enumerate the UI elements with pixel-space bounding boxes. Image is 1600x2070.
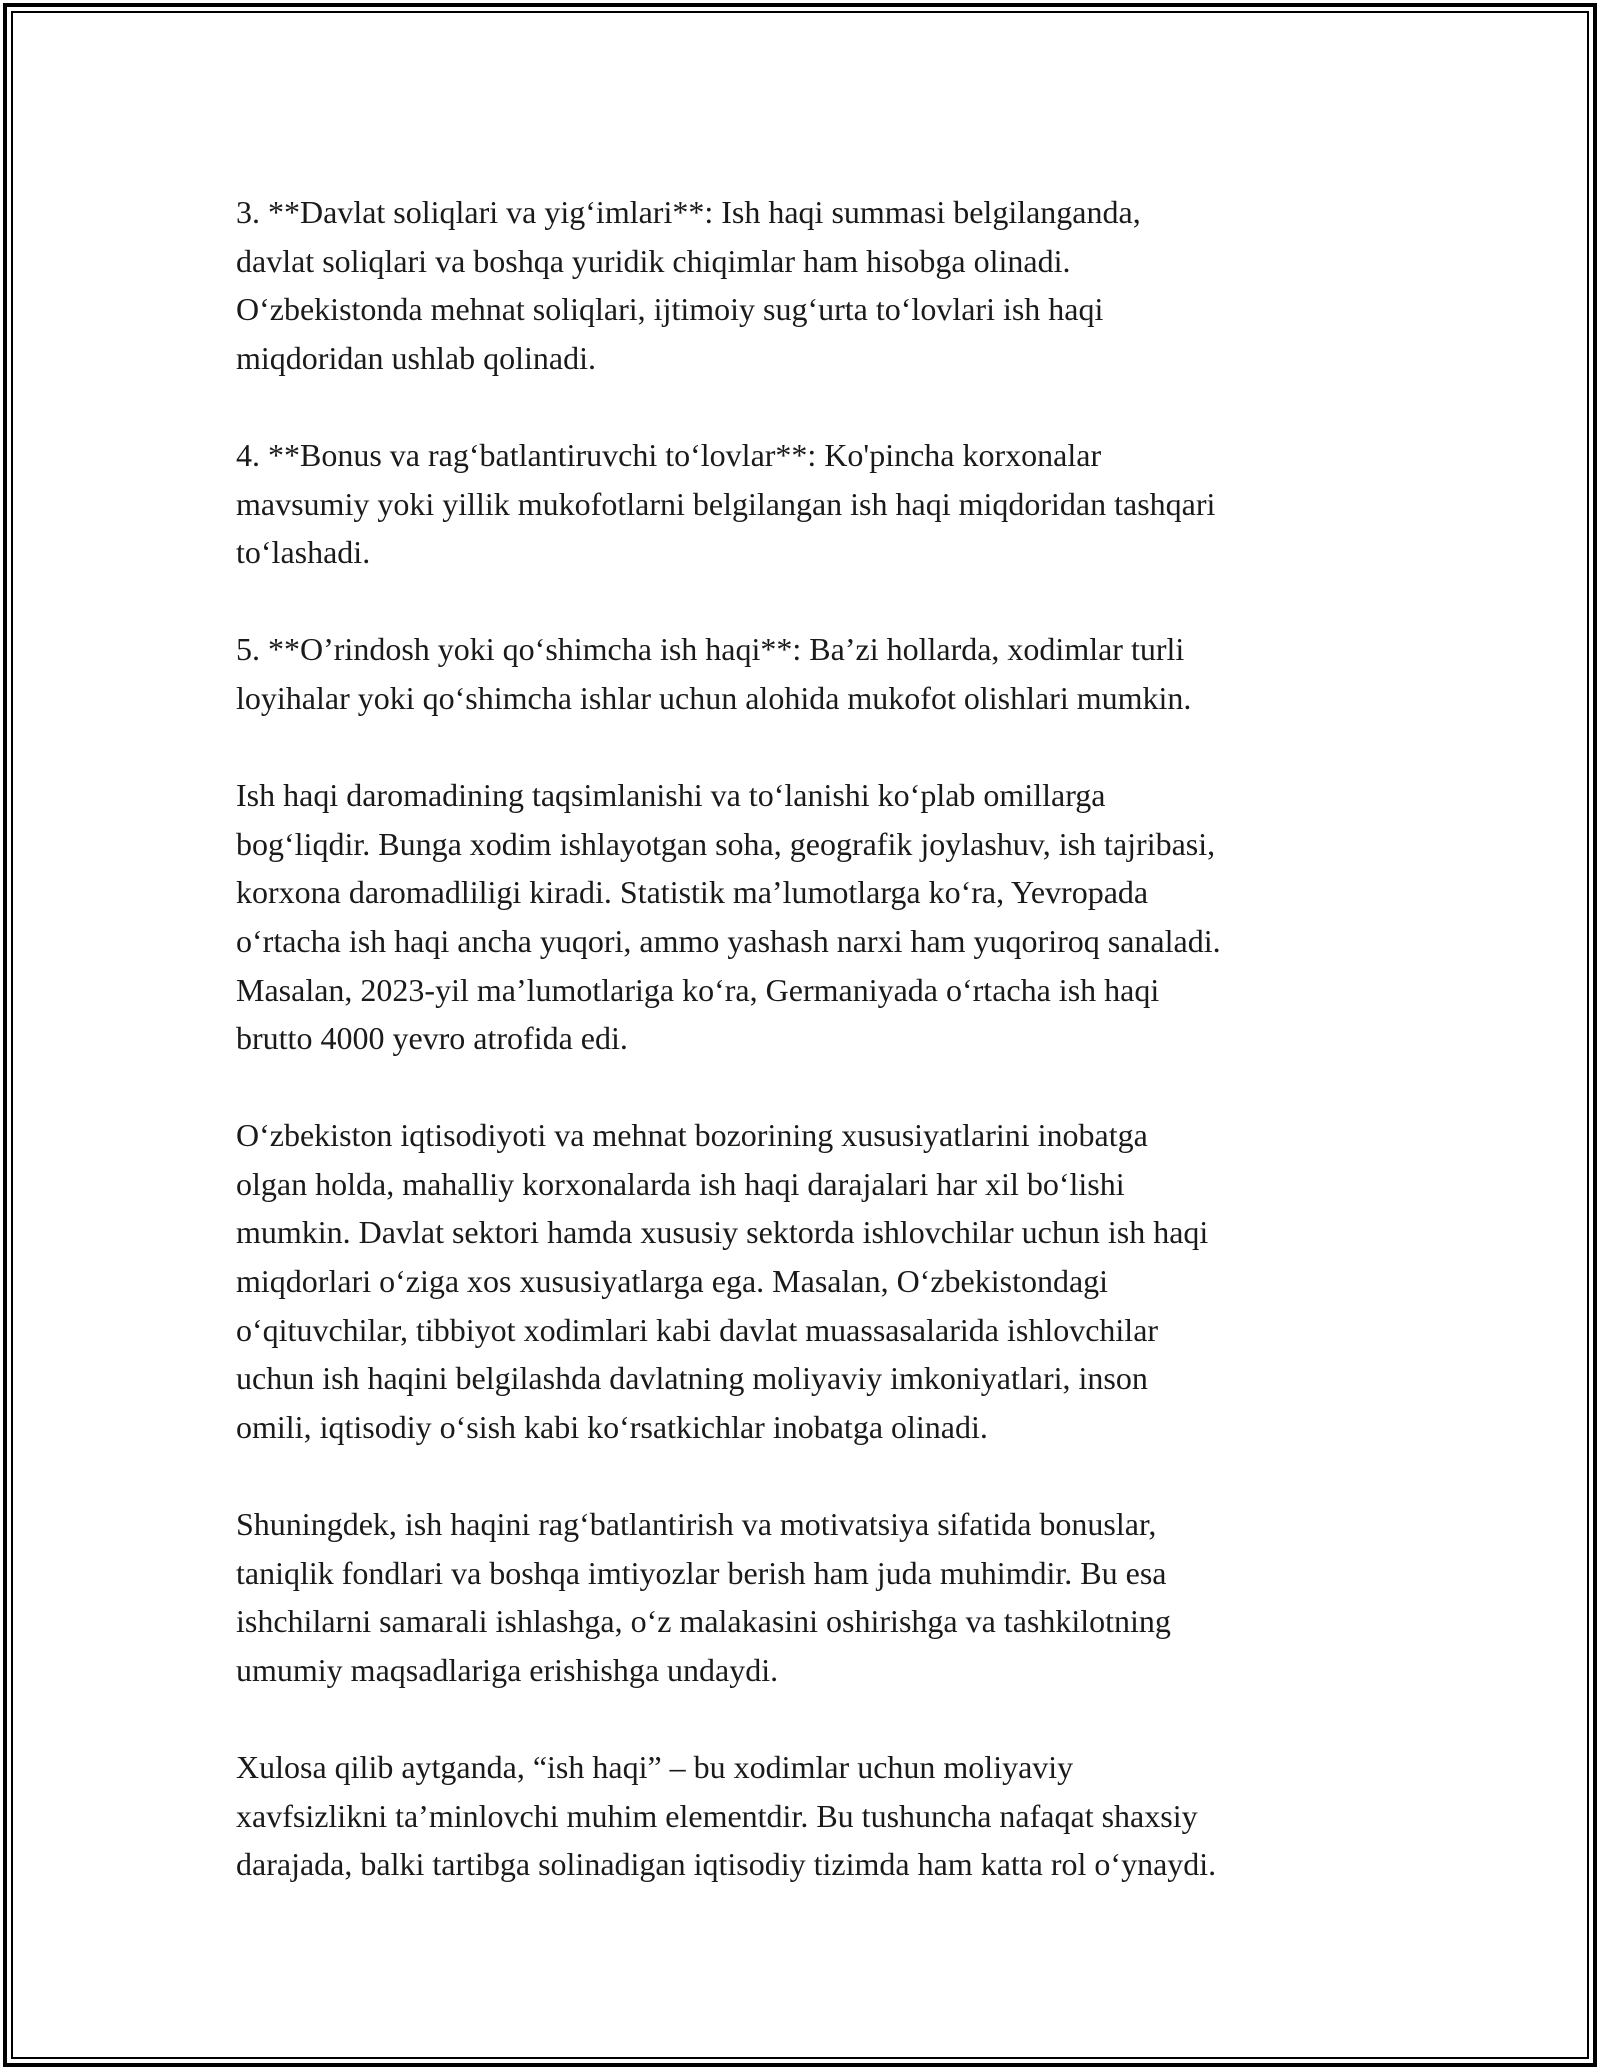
text-line: to‘lashadi. bbox=[236, 534, 371, 571]
text-line: ishchilarni samarali ishlashga, o‘z malakasini oshirishga va tashkilotning bbox=[236, 1603, 1171, 1640]
text-line: korxona daromadliligi kiradi. Statistik ma’lumotlarga ko‘ra, Yevropada bbox=[236, 874, 1149, 911]
text-line: Shuningdek, ish haqini rag‘batlantirish va motivatsiya sifatida bonuslar, bbox=[236, 1506, 1157, 1543]
paragraph-uzbekistan-labor-market bbox=[236, 1111, 1366, 1451]
text-line: olgan holda, mahalliy korxonalarda ish haqi darajalari har xil bo‘lishi bbox=[236, 1165, 1125, 1202]
text-line: 5. **O’rindosh yoki qo‘shimcha ish haqi**: Ba’zi hollarda, xodimlar turli bbox=[236, 631, 1185, 668]
paragraph-state-taxes bbox=[236, 188, 1366, 382]
text-line: mavsumiy yoki yillik mukofotlarni belgilangan ish haqi miqdoridan tashqari bbox=[236, 485, 1216, 522]
text-line: uchun ish haqini belgilashda davlatning moliyaviy imkoniyatlari, inson bbox=[236, 1360, 1148, 1397]
text-line: loyihalar yoki qo‘shimcha ishlar uchun alohida mukofot olishlari mumkin. bbox=[236, 679, 1192, 716]
text-line: O‘zbekistonda mehnat soliqlari, ijtimoiy sug‘urta to‘lovlari ish haqi bbox=[236, 291, 1104, 328]
text-line: mumkin. Davlat sektori hamda xususiy sektorda ishlovchilar uchun ish haqi bbox=[236, 1214, 1209, 1251]
text-line: brutto 4000 yevro atrofida edi. bbox=[236, 1020, 628, 1057]
text-line: taniqlik fondlari va boshqa imtiyozlar berish ham juda muhimdir. Bu esa bbox=[236, 1554, 1167, 1591]
text-line: Masalan, 2023-yil ma’lumotlariga ko‘ra, Germaniyada o‘rtacha ish haqi bbox=[236, 971, 1160, 1008]
text-line: xavfsizlikni ta’minlovchi muhim elementdir. Bu tushuncha nafaqat shaxsiy bbox=[236, 1797, 1198, 1834]
text-line: davlat soliqlari va boshqa yuridik chiqimlar ham hisobga olinadi. bbox=[236, 242, 1071, 279]
text-line: o‘qituvchilar, tibbiyot xodimlari kabi davlat muassasalarida ishlovchilar bbox=[236, 1311, 1159, 1348]
paragraph-income-distribution bbox=[236, 771, 1366, 1063]
text-line: Ish haqi daromadining taqsimlanishi va to‘lanishi ko‘plab omillarga bbox=[236, 777, 1106, 814]
text-line: darajada, balki tartibga solinadigan iqtisodiy tizimda ham katta rol o‘ynaydi. bbox=[236, 1846, 1217, 1883]
paragraph-motivation bbox=[236, 1500, 1366, 1694]
text-line: 3. **Davlat soliqlari va yig‘imlari**: Ish haqi summasi belgilanganda, bbox=[236, 194, 1141, 230]
text-line: miqdorlari o‘ziga xos xususiyatlarga ega. Masalan, O‘zbekistondagi bbox=[236, 1263, 1109, 1300]
paragraph-additional-pay bbox=[236, 625, 1366, 722]
text-line: miqdoridan ushlab qolinadi. bbox=[236, 339, 596, 376]
text-line: bog‘liqdir. Bunga xodim ishlayotgan soha, geografik joylashuv, ish tajribasi, bbox=[236, 825, 1216, 862]
paragraph-conclusion bbox=[236, 1743, 1366, 1889]
document-body bbox=[236, 188, 1366, 1937]
text-line: 4. **Bonus va rag‘batlantiruvchi to‘lovlar**: Ko'pincha korxonalar bbox=[236, 436, 1102, 473]
text-line: O‘zbekiston iqtisodiyoti va mehnat bozorining xususiyatlarini inobatga bbox=[236, 1117, 1148, 1154]
text-line: omili, iqtisodiy o‘sish kabi ko‘rsatkichlar inobatga olinadi. bbox=[236, 1408, 988, 1445]
text-line: o‘rtacha ish haqi ancha yuqori, ammo yashash narxi ham yuqoriroq sanaladi. bbox=[236, 922, 1221, 959]
paragraph-bonus-payments bbox=[236, 431, 1366, 577]
text-line: Xulosa qilib aytganda, “ish haqi” – bu xodimlar uchun moliyaviy bbox=[236, 1749, 1074, 1785]
text-line: umumiy maqsadlariga erishishga undaydi. bbox=[236, 1651, 779, 1688]
